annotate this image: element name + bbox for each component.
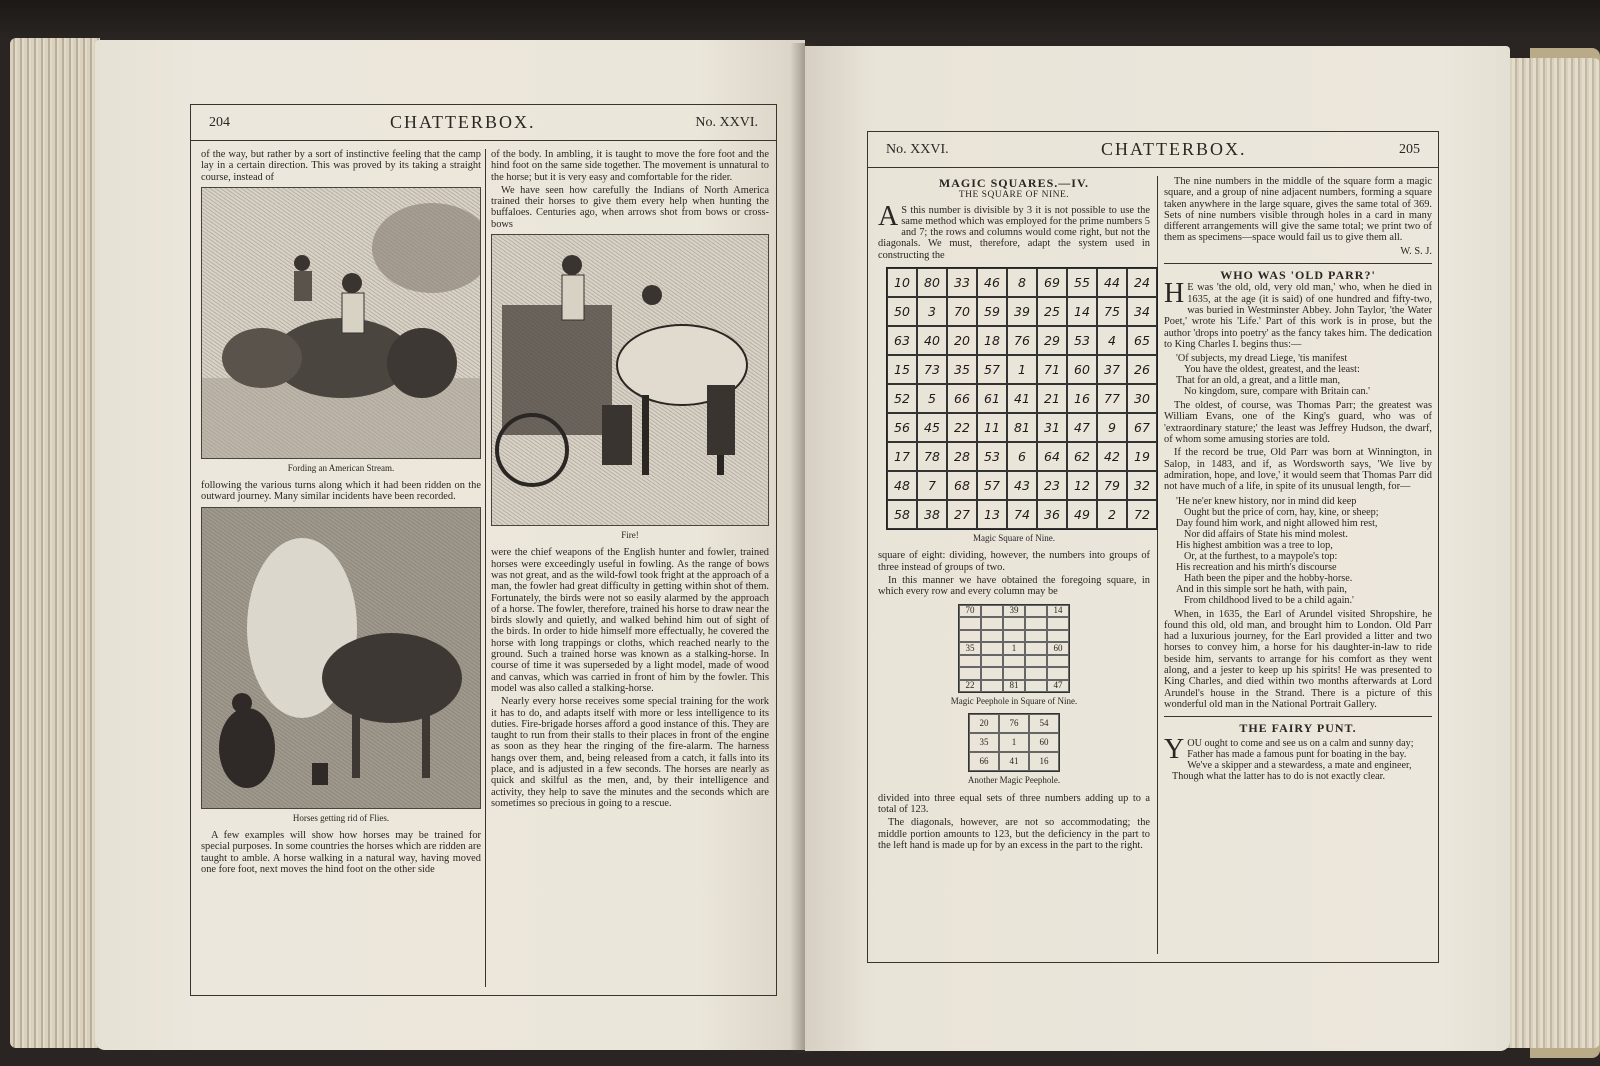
peephole-cell: 35 [969, 733, 999, 752]
peephole-cell: 20 [969, 714, 999, 733]
illustration-fording-stream [201, 187, 481, 459]
peephole-cell [1025, 605, 1047, 618]
magic-square-cell: 9 [1097, 413, 1127, 442]
paragraph: A few examples will show how horses may be trained for special purposes. In some countries the horses which are ridden are taught to amble. A horse walking in a natural way, having moved one fore foot, next moves the hind foot on the other side [201, 830, 481, 875]
magic-square-cell: 17 [887, 442, 917, 471]
right-page-frame [867, 131, 1439, 963]
magic-square-cell: 4 [1097, 326, 1127, 355]
magic-square-cell: 30 [1127, 384, 1157, 413]
drop-cap: Y [1164, 733, 1185, 765]
left-page-header [191, 105, 776, 141]
peephole-cell [1003, 617, 1025, 630]
magic-square-cell: 31 [1037, 413, 1067, 442]
magic-square-cell: 39 [1007, 297, 1037, 326]
magic-square-cell: 76 [1007, 326, 1037, 355]
caption-fire: Fire! [621, 530, 639, 541]
right-page-number: 205 [1399, 141, 1420, 157]
magic-square-cell: 75 [1097, 297, 1127, 326]
magic-square-cell: 18 [977, 326, 1007, 355]
caption-peephole: Magic Peephole in Square of Nine. [950, 696, 1078, 707]
magic-square-cell: 73 [917, 355, 947, 384]
caption-fording: Fording an American Stream. [287, 462, 395, 473]
magic-square-of-nine [886, 267, 1158, 530]
peephole-cell: 60 [1047, 642, 1069, 655]
peephole-cell [981, 642, 1003, 655]
magic-intro-text: S this number is divisible by 3 it is not possible to use the same method which was employed for the prime numbers 5 and 7; the rows and columns would come right, but not the diagonals. We must, therefore, adapt the system used in constructing the [878, 204, 1150, 261]
paragraph [1164, 278, 1432, 350]
paragraph: The nine numbers in the middle of the square form a magic square, and a group of nine adjacent numbers, forming a square taken anywhere in the large square, gives the same total of 369. Sets of nine numbers visible through holes in a card in many different arrangements will give the same total; we print two of them as specimens—space would fail us to give them all. [1164, 176, 1432, 244]
peephole-cell [1047, 617, 1069, 630]
magic-square-cell: 29 [1037, 326, 1067, 355]
magic-square-cell: 26 [1127, 355, 1157, 384]
magic-square-cell: 10 [887, 268, 917, 297]
magic-square-cell: 59 [977, 297, 1007, 326]
paragraph: Nearly every horse receives some special training for the work it has to do, and adapts itself with more or less intelligence to its duties. Fire-brigade horses afford a good instance of this. They are taught to run from their stalls to their places in front of the engine as soon as they hear the ringing of the fire-alarm. The harness hangs over them, and, being released from a catch, it falls into its place, and is adjusted in a few seconds. The horses are nearly as quick and skilful as the men, and, by their intelligence and activity, they help to save the minutes and the seconds which are sometimes so precious in going to a rescue. [491, 696, 769, 809]
magic-square-cell: 79 [1097, 471, 1127, 500]
peephole-cell [1025, 642, 1047, 655]
magic-squares-subtitle: THE SQUARE OF NINE. [958, 190, 1070, 201]
page-edges-right [1505, 58, 1600, 1048]
magic-square-cell: 60 [1067, 355, 1097, 384]
poem-line: Though what the latter has to do is not exactly clear. [1172, 770, 1386, 782]
magic-square-cell: 32 [1127, 471, 1157, 500]
magic-square-cell: 80 [917, 268, 947, 297]
magic-square-cell: 24 [1127, 268, 1157, 297]
another-peephole-grid [968, 713, 1060, 772]
poem-line: Nor did affairs of State his mind molest. [1184, 528, 1348, 540]
peephole-cell [981, 617, 1003, 630]
magic-square-cell: 66 [947, 384, 977, 413]
poem-line: From childhood lived to be a child again.' [1184, 594, 1354, 606]
magic-square-cell: 20 [947, 326, 977, 355]
peephole-cell [959, 617, 981, 630]
magic-square-cell: 23 [1037, 471, 1067, 500]
old-parr-title: WHO WAS 'OLD PARR?' [1220, 268, 1376, 283]
illustration-fire [491, 234, 769, 526]
paragraph: The oldest, of course, was Thomas Parr; the greatest was William Evans, one of the King's guard, who was of 'extraordinary stature;' the least was Jeffrey Hudson, the dwarf, of whom some amusing stories are told. [1164, 400, 1432, 446]
peephole-cell [1003, 655, 1025, 668]
magic-square-cell: 12 [1067, 471, 1097, 500]
peephole-cell: 22 [959, 680, 981, 693]
peephole-cell [981, 655, 1003, 668]
peephole-cell [1025, 680, 1047, 693]
peephole-cell: 41 [999, 752, 1029, 771]
fairy-punt-poem [1164, 733, 1432, 782]
peephole-cell: 76 [999, 714, 1029, 733]
magic-square-cell: 53 [1067, 326, 1097, 355]
magic-square-cell: 44 [1097, 268, 1127, 297]
paragraph: were the chief weapons of the English hunter and fowler, trained horses were exceedingly useful in fowling. As the range of bows was not great, and as the wild-fowl took fright at the approach of a man, the fowler had great difficulty in getting within shot of them. Fortunately, the birds were not so easily alarmed by the approach of a horse. The fowler, therefore, trained his horse to draw near the birds slowly and quietly, and walked behind him out of sight of the birds. In order to hide himself more effectually, he covered the horse with long trappings or cloths, which reached nearly to the ground. Such a trained horse was known as a stalking-horse. In course of time it was superseded by a light model, made of wood and canvas, which was carried in front of him by the fowler. This model was also called a stalking-horse. [491, 547, 769, 694]
peephole-cell [981, 667, 1003, 680]
paragraph: If the record be true, Old Parr was born at Winnington, in Salop, in 1483, and if, as Wordsworth says, 'We live by admiration, hope, and love,' it would seem that Thomas Parr did not have much of a life, in spite of its unusual length, for— [1164, 447, 1432, 493]
magic-square-cell: 22 [947, 413, 977, 442]
magic-square-cell: 67 [1127, 413, 1157, 442]
peephole-cell: 35 [959, 642, 981, 655]
fairy-punt-lines [1164, 733, 1432, 782]
peephole-cell: 70 [959, 605, 981, 618]
magic-square-cell: 81 [1007, 413, 1037, 442]
illustration-horses-flies [201, 507, 481, 809]
magic-square-cell: 52 [887, 384, 917, 413]
magic-square-cell: 65 [1127, 326, 1157, 355]
peephole-cell [959, 655, 981, 668]
peephole-cell [981, 605, 1003, 618]
peephole-cell: 54 [1029, 714, 1059, 733]
peephole-cell [981, 680, 1003, 693]
peephole-cell: 39 [1003, 605, 1025, 618]
magic-square-cell: 63 [887, 326, 917, 355]
magic-square-cell: 27 [947, 500, 977, 529]
magic-squares-title: MAGIC SQUARES.—IV. [938, 176, 1090, 190]
magic-square-cell: 34 [1127, 297, 1157, 326]
paragraph: When, in 1635, the Earl of Arundel visited Shropshire, he found this old, old man, and brought him to London. Old Parr had a luxurious journey, for the Earl provided a litter and two horses to convey him, a horse for his daughter-in-law to ride beside him, servants to arrange for his comfort as they went along, and a jester to keep up his spirits! He was presented to King Charles, and died within two months afterwards at Lord Arundel's house in the Strand. There is a picture of this wonderful old man in the National Portrait Gallery. [1164, 608, 1432, 710]
divider [1164, 716, 1432, 717]
poem-line: Ought but the price of corn, hay, kine, or sheep; [1184, 506, 1379, 518]
paragraph: of the way, but rather by a sort of instinctive feeling that the camp lay in a certain direction. This was proved by its taking a straight course, instead of [201, 149, 481, 183]
left-page-frame [190, 104, 777, 996]
magic-square-cell: 16 [1067, 384, 1097, 413]
column-divider [485, 149, 486, 987]
magic-square-cell: 28 [947, 442, 977, 471]
paragraph: divided into three equal sets of three numbers adding up to a total of 123. [878, 792, 1150, 815]
magic-square-cell: 11 [977, 413, 1007, 442]
magic-square-cell: 57 [977, 355, 1007, 384]
poem-line: His recreation and his mirth's discourse [1176, 561, 1337, 573]
paragraph: In this manner we have obtained the foregoing square, in which every row and every column may be [878, 574, 1150, 598]
peephole-cell [1025, 617, 1047, 630]
poem-line: That for an old, a great, and a little man, [1176, 375, 1341, 387]
magic-square-cell: 56 [887, 413, 917, 442]
fairy-punt-title: THE FAIRY PUNT. [1239, 721, 1357, 736]
magic-square-cell: 50 [887, 297, 917, 326]
peephole-cell: 1 [1003, 642, 1025, 655]
right-page-header [868, 132, 1438, 168]
magic-square-cell: 64 [1037, 442, 1067, 471]
magic-square-cell: 38 [917, 500, 947, 529]
paragraph: We have seen how carefully the Indians of North America trained their horses to give them every help when hunting the buffaloes. Centuries ago, when arrows shot from bows or cross-bows [491, 184, 769, 230]
magic-square-cell: 45 [917, 413, 947, 442]
peephole-cell [959, 667, 981, 680]
right-page-issue: No. XXVI. [886, 141, 949, 157]
paragraph: following the various turns along which it had been ridden on the outward journey. Many similar incidents have been recorded. [201, 480, 481, 503]
open-book [10, 28, 1600, 1058]
old-parr-intro-text: E was 'the old, old, very old man,' who, when he died in 1635, at the age (it is said) of one hundred and fifty-two, was buried in Westminster Abbey. John Taylor, 'the Water Poet,' wrote his 'Life.' Part of this work is in prose, but the author 'drops into poetry' as the fancy takes him. The dedication to King Charles I. begins thus:— [1164, 282, 1432, 350]
peephole-cell [1003, 667, 1025, 680]
peephole-cell: 81 [1003, 680, 1025, 693]
magic-square-cell: 62 [1067, 442, 1097, 471]
peephole-cell: 66 [969, 752, 999, 771]
caption-magic-square: Magic Square of Nine. [973, 533, 1055, 544]
peephole-cell [1003, 630, 1025, 643]
peephole-cell: 60 [1029, 733, 1059, 752]
magic-square-cell: 53 [977, 442, 1007, 471]
magic-square-cell: 13 [977, 500, 1007, 529]
magic-square-cell: 78 [917, 442, 947, 471]
magic-square-cell: 15 [887, 355, 917, 384]
poem-line: We've a skipper and a stewardess, a mate and engineer, [1187, 759, 1412, 771]
peephole-cell: 14 [1047, 605, 1069, 618]
magic-square-cell: 14 [1067, 297, 1097, 326]
signature: W. S. J. [1400, 245, 1432, 257]
magic-square-cell: 70 [947, 297, 977, 326]
left-page-number: 204 [209, 114, 230, 130]
left-page-magazine-title: CHATTERBOX. [389, 112, 536, 132]
magic-square-cell: 8 [1007, 268, 1037, 297]
peephole-cell [1047, 630, 1069, 643]
peephole-cell: 47 [1047, 680, 1069, 693]
peephole-cell [959, 630, 981, 643]
left-column-2 [491, 149, 769, 811]
magic-square-cell: 58 [887, 500, 917, 529]
paragraph: The diagonals, however, are not so accommodating; the middle portion amounts to 123, but the deficiency in the part to the left hand is made up for by an excess in the part to the right. [878, 817, 1150, 851]
magic-square-cell: 61 [977, 384, 1007, 413]
magic-square-cell: 48 [887, 471, 917, 500]
paragraph: of the body. In ambling, it is taught to move the fore foot and the hind foot on the same side together. The movement is unnatural to the horse; but it is very easy and comfortable for the rider. [491, 149, 769, 183]
drop-cap: H [1164, 278, 1185, 310]
right-page-magazine-title: CHATTERBOX. [1101, 139, 1247, 159]
peephole-cell [1025, 655, 1047, 668]
poem-line: His highest ambition was a tree to lop, [1176, 539, 1333, 551]
caption-horses-flies: Horses getting rid of Flies. [292, 812, 390, 823]
magic-square-cell: 3 [917, 297, 947, 326]
magic-square-cell: 71 [1037, 355, 1067, 384]
magic-square-cell: 57 [977, 471, 1007, 500]
poem-line: Father has made a famous punt for boating in the bay. [1187, 748, 1407, 760]
magic-square-cell: 43 [1007, 471, 1037, 500]
caption-another-peephole: Another Magic Peephole. [967, 775, 1061, 786]
magic-square-cell: 25 [1037, 297, 1067, 326]
poem-line: No kingdom, sure, compare with Britain can.' [1184, 386, 1371, 398]
poem-line: 'He ne'er knew history, nor in mind did keep [1176, 495, 1357, 507]
poem-line: Or, at the furthest, to a maypole's top: [1184, 550, 1338, 562]
page-edges-left [10, 38, 100, 1048]
magic-square-cell: 1 [1007, 355, 1037, 384]
drop-cap: A [878, 200, 899, 232]
poem-line: Hath been the piper and the hobby-horse. [1184, 572, 1353, 584]
magic-square-cell: 6 [1007, 442, 1037, 471]
fire-engine-drawing [492, 235, 768, 525]
poem-parr-life [1176, 496, 1432, 606]
magic-square-cell: 2 [1097, 500, 1127, 529]
magic-square-cell: 33 [947, 268, 977, 297]
left-column-1 [201, 149, 481, 877]
magic-square-cell: 5 [917, 384, 947, 413]
magic-square-cell: 42 [1097, 442, 1127, 471]
magic-square-cell: 72 [1127, 500, 1157, 529]
peephole-cell [1047, 667, 1069, 680]
paragraph [878, 200, 1150, 261]
magic-square-cell: 36 [1037, 500, 1067, 529]
magic-square-cell: 68 [947, 471, 977, 500]
left-page-issue: No. XXVI. [695, 114, 758, 130]
peephole-cell: 16 [1029, 752, 1059, 771]
magic-square-cell: 19 [1127, 442, 1157, 471]
magic-square-cell: 74 [1007, 500, 1037, 529]
poem-line: Day found him work, and night allowed him rest, [1176, 517, 1378, 529]
magic-square-cell: 55 [1067, 268, 1097, 297]
peephole-cell: 1 [999, 733, 1029, 752]
poem-line: You have the oldest, greatest, and the least: [1184, 364, 1360, 376]
horses-flies-drawing [202, 508, 480, 808]
magic-square-cell: 49 [1067, 500, 1097, 529]
magic-square-cell: 77 [1097, 384, 1127, 413]
magic-peephole-grid [958, 604, 1070, 694]
magic-square-cell: 46 [977, 268, 1007, 297]
magic-square-cell: 7 [917, 471, 947, 500]
peephole-cell [1025, 667, 1047, 680]
magic-square-cell: 41 [1007, 384, 1037, 413]
paragraph: square of eight: dividing, however, the numbers into groups of three instead of groups of two. [878, 550, 1150, 573]
magic-square-cell: 69 [1037, 268, 1067, 297]
magic-square-cell: 40 [917, 326, 947, 355]
peephole-cell [981, 630, 1003, 643]
poem-line: And in this simple sort he hath, with pain, [1176, 583, 1347, 595]
magic-square-cell: 47 [1067, 413, 1097, 442]
magic-square-cell: 35 [947, 355, 977, 384]
poem-line: 'Of subjects, my dread Liege, 'tis manifest [1176, 353, 1348, 365]
right-column-2 [1164, 176, 1432, 785]
poem-dedication [1176, 353, 1432, 397]
divider [1164, 263, 1432, 264]
magic-square-cell: 37 [1097, 355, 1127, 384]
poem-line: OU ought to come and see us on a calm and sunny day; [1187, 737, 1414, 749]
left-page [95, 40, 805, 1050]
right-page [805, 46, 1510, 1051]
right-column-1 [878, 176, 1150, 853]
fording-stream-drawing [202, 188, 480, 458]
peephole-cell [1047, 655, 1069, 668]
magic-square-cell: 21 [1037, 384, 1067, 413]
peephole-cell [1025, 630, 1047, 643]
